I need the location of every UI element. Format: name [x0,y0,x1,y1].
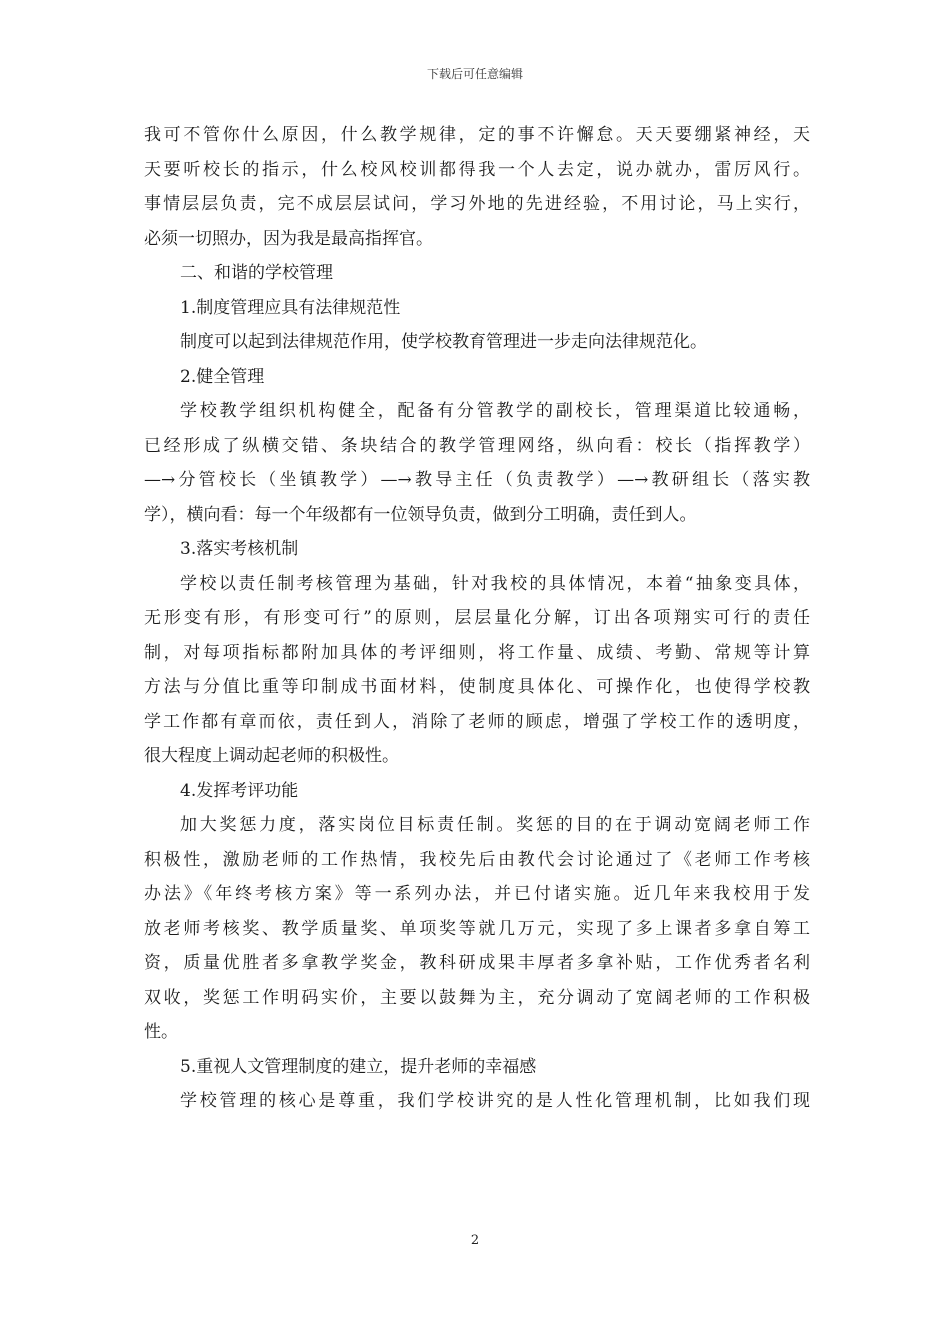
text-line: 事情层层负责，完不成层层试问，学习外地的先进经验，不用讨论，马上实行， [144,194,810,214]
text-line: 2.健全管理 [180,366,265,387]
text-line: 制，对每项指标都附加具体的考评细则，将工作量、成绩、考勤、常规等计算 [144,642,810,663]
text-line: 我可不管你什么原因，什么教学规律，定的事不许懈怠。天天要绷紧神经，天 [144,125,810,145]
text-line: 很大程度上调动起老师的积极性。 [144,746,399,766]
text-line: 已经形成了纵横交错、条块结合的教学管理网络，纵向看：校长（指挥教学） [144,435,810,456]
text-line: 天要听校长的指示，什么校风校训都得我一个人去定，说办就办，雷厉风行。 [144,159,810,180]
text-line: 学校管理的核心是尊重，我们学校讲究的是人性化管理机制，比如我们现 [180,1091,810,1111]
text-line: 双收，奖惩工作明码实价，主要以鼓舞为主，充分调动了宽阔老师的工作积极 [144,987,810,1008]
text-line: 5.重视人文管理制度的建立，提升老师的幸福感 [180,1056,537,1077]
text-line: 学校以责任制考核管理为基础，针对我校的具体情况，本着“抽象变具体， [180,573,810,594]
text-line: 方法与分值比重等印制成书面材料，使制度具体化、可操作化，也使得学校教 [144,677,810,697]
text-line: 必须一切照办，因为我是最高指挥官。 [144,228,433,249]
text-line: 制度可以起到法律规范作用，使学校教育管理进一步走向法律规范化。 [180,332,707,352]
page-header: 下载后可任意编辑 [426,67,523,81]
page-number: 2 [470,1233,480,1248]
document-body [144,118,810,1119]
text-line: 3.落实考核机制 [180,539,299,559]
text-line: —→分管校长（坐镇教学）—→教导主任（负责教学）—→教研组长（落实教 [144,470,810,490]
text-line: 1.制度管理应具有法律规范性 [180,297,401,318]
text-line: 无形变有形，有形变可行”的原则，层层量化分解，订出各项翔实可行的责任 [144,608,810,628]
text-line: 二、和谐的学校管理 [180,263,333,283]
text-line: 4.发挥考评功能 [180,780,299,801]
text-line: 加大奖惩力度，落实岗位目标责任制。奖惩的目的在于调动宽阔老师工作 [180,815,810,835]
text-line: 学工作都有章而依，责任到人，消除了老师的顾虑，增强了学校工作的透明度， [144,711,810,732]
text-line: 积极性，激励老师的工作热情，我校先后由教代会讨论通过了《老师工作考核 [144,849,810,870]
text-line: 学），横向看：每一个年级都有一位领导负责，做到分工明确，责任到人。 [144,504,697,525]
text-line: 办法》《年终考核方案》等一系列办法，并已付诸实施。近几年来我校用于发 [144,884,810,904]
text-line: 学校教学组织机构健全，配备有分管教学的副校长，管理渠道比较通畅， [180,401,810,421]
text-line: 性。 [144,1022,178,1042]
text-line: 资，质量优胜者多拿教学奖金，教科研成果丰厚者多拿补贴，工作优秀者名利 [144,953,810,973]
text-line: 放老师考核奖、教学质量奖、单项奖等就几万元，实现了多上课者多拿自筹工 [144,918,810,939]
